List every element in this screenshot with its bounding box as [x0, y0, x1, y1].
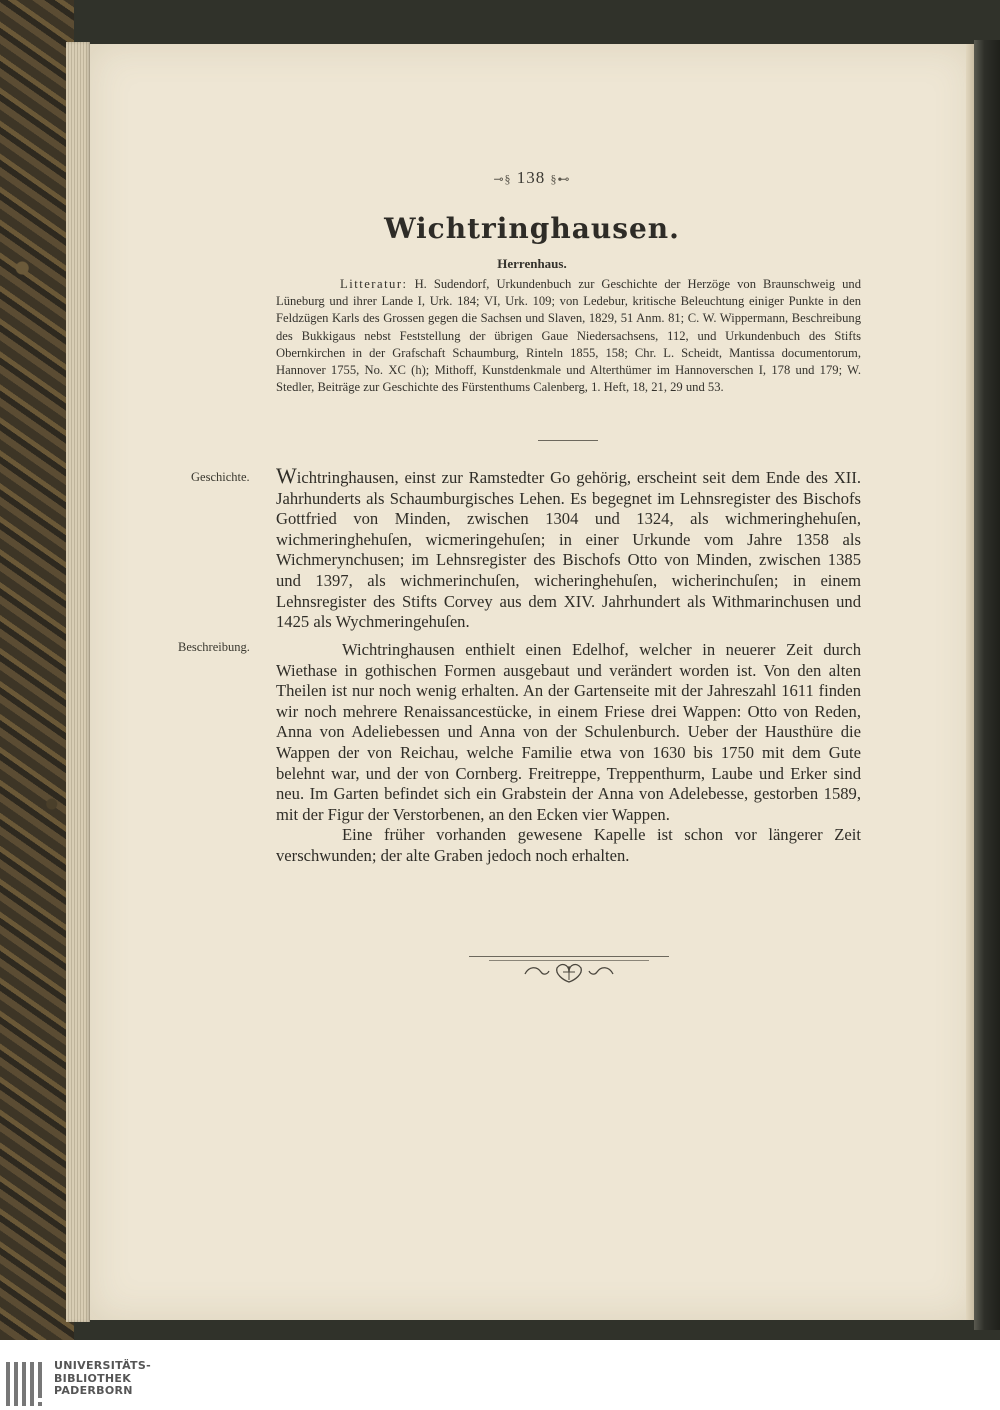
- page-title: Wichtringhausen.: [384, 212, 680, 245]
- margin-label-beschreibung: Beschreibung.: [178, 640, 250, 654]
- end-rule: [469, 956, 669, 957]
- library-logo-line-2: BIBLIOTHEK: [54, 1371, 132, 1385]
- section-divider: [538, 440, 598, 441]
- book-page: [90, 44, 974, 1320]
- library-logo-text: [54, 1360, 151, 1398]
- page-number: 138: [516, 168, 546, 187]
- marbled-book-cover: [0, 0, 74, 1340]
- library-logo-line-1: UNIVERSITÄTS-: [54, 1359, 151, 1372]
- beschreibung-section: [276, 640, 861, 867]
- left-ornament-icon: ⊸§: [493, 172, 512, 186]
- beschreibung-paragraph-2: Eine früher vorhanden gewesene Kapelle ist schon vor längerer Zeit verschwunden; der alte Graben jedoch noch erhalten.: [276, 825, 861, 865]
- library-logo-bars-icon: [6, 1360, 50, 1408]
- library-logo-line-3: PADERBORN: [54, 1384, 133, 1397]
- literature-block: [276, 276, 861, 396]
- literature-text: H. Sudendorf, Urkundenbuch zur Geschichte der Herzöge von Braunschweig und Lüneburg und ihrer Lande I, Urk. 184; VI, Urk. 109; von Ledebur, kritische Beleuchtung einiger Punkte in den Feldzügen Karls des Grossen gegen die Sachsen und Slaven, 1829, 51 Anm. 81; C. W. Wippermann, Beschreibung des Bukkigaus nebst Feststellung der übrigen Gaue Niedersachsens, 112, und Urkundenbuch des Stifts Obernkirchen in der Grafschaft Schaumburg, Rinteln 1855, 158; Chr. L. Scheidt, Mantissa documentorum, Hannover 1755, No. XC (h); Mithoff, Kunstdenkmale und Alterthümer im Hannoverschen I, 178 und 179; W. Stedler, Beiträge zur Geschichte des Fürstenthums Calenberg, 1. Heft, 18, 21, 29 und 53.: [276, 277, 861, 395]
- literature-lead: Litteratur:: [340, 277, 408, 291]
- margin-label-geschichte: Geschichte.: [191, 470, 250, 484]
- page-subtitle: Herrenhaus.: [497, 256, 567, 271]
- end-ornament-icon: [519, 960, 619, 984]
- right-ornament-icon: §⊷: [550, 172, 571, 186]
- page-edges: [66, 42, 90, 1322]
- geschichte-text: ichtringhausen, einst zur Ramstedter Go gehörig, erscheint seit dem Ende des XII. Jahrhunderts als Schaumburgisches Lehen. Es begegnet im Lehnsregister des Bischofs Gottfried von Minden, zwischen 1304 und 1324, als wichmeringhehuſen, wichmeringhehuſen, wicmeringehuſen; in einer Urkunde vom Jahre 1358 als Wichmerynchusen; im Lehnsregister des Bischofs Otto von Minden, zwischen 1385 und 1397, als wichmerinchuſen, wicheringhehuſen, wicherinchuſen; in einem Lehnsregister des Stifts Corvey aus dem XIV. Jahrhundert als Withmarinchusen und 1425 als Wychmeringehuſen.: [276, 468, 861, 632]
- geschichte-section: [276, 463, 861, 633]
- library-logo: [6, 1360, 176, 1408]
- dropcap: W: [276, 463, 297, 488]
- page-number-header: [90, 168, 974, 188]
- book-cover-right-edge: [974, 40, 1000, 1330]
- beschreibung-paragraph-1: Wichtringhausen enthielt einen Edelhof, welcher in neuerer Zeit durch Wiethase in gothischen Formen ausgebaut und verändert worden ist. Von den alten Theilen ist nur noch wenig erhalten. An der Gartenseite mit der Jahreszahl 1611 finden wir noch mehrere Renaissancestücke, in einem Friese drei Wappen: Otto von Reden, Anna von Adeliebessen und Anna von der Schulenburch. Ueber der Hausthüre die Wappen der von Reichau, welche Familie etwa von 1630 bis 1750 mit dem Gute belehnt war, und der von Cornberg. Freitreppe, Treppenthurm, Laube und Erker sind neu. Im Garten befindet sich ein Grabstein der Anna von Adelebesse, gestorben 1589, mit der Figur der Verstorbenen, an den Ecken vier Wappen.: [276, 640, 861, 824]
